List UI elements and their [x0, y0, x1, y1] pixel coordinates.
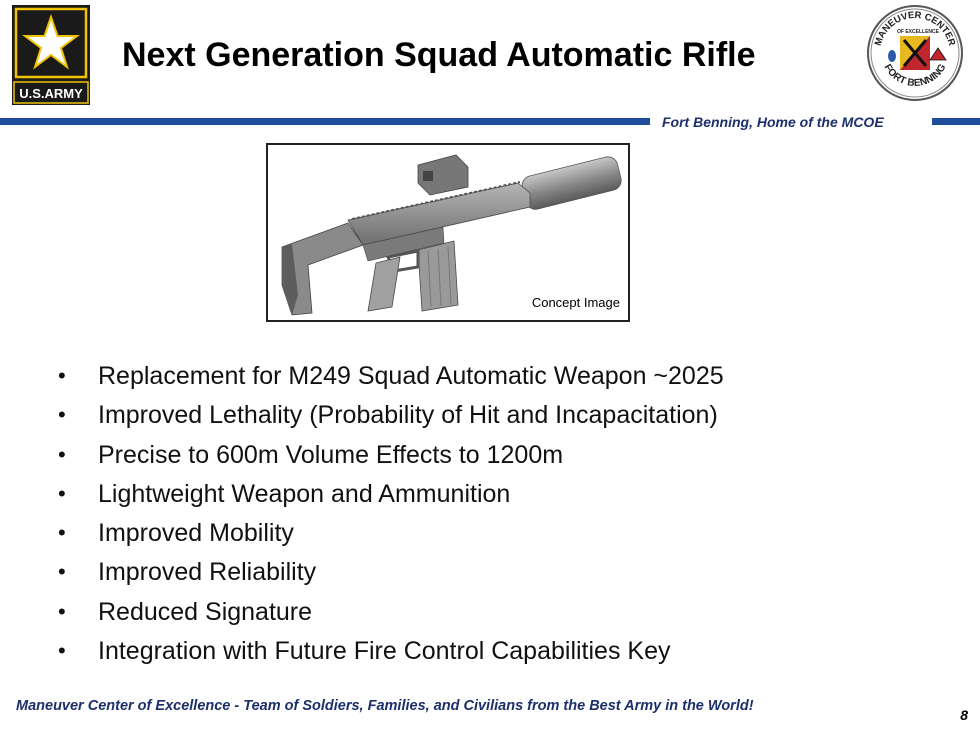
bullet-text: Improved Mobility [98, 519, 294, 548]
us-army-logo [12, 5, 90, 105]
bullet-item [56, 476, 724, 515]
bullet-dot: • [58, 402, 66, 428]
header-rule-end [932, 118, 980, 125]
mcoe-seal-logo [866, 4, 964, 102]
slide-title: Next Generation Squad Automatic Rifle [122, 36, 756, 74]
concept-image-frame [266, 143, 630, 322]
bullet-text: Integration with Future Fire Control Capabilities Key [98, 637, 671, 666]
bullet-item [56, 554, 724, 593]
page-number: 8 [960, 707, 968, 723]
army-logo-text: U.S.ARMY [19, 86, 83, 101]
bullet-dot: • [58, 598, 66, 624]
bullet-item [56, 437, 724, 476]
rifle-concept-icon [268, 145, 628, 320]
bullet-item [56, 358, 724, 397]
concept-image-caption: Concept Image [531, 295, 620, 310]
bullet-dot: • [58, 441, 66, 467]
bullet-dot: • [58, 480, 66, 506]
bullet-item [56, 594, 724, 633]
bullet-text: Precise to 600m Volume Effects to 1200m [98, 440, 564, 469]
header-rule [0, 118, 650, 125]
bullet-text: Reduced Signature [98, 597, 313, 626]
footer-text: Maneuver Center of Excellence - Team of Soldiers, Families, and Civilians from the Best Army in the World! [16, 698, 754, 714]
bullet-text: Lightweight Weapon and Ammunition [98, 479, 511, 508]
seal-text-mid: OF EXCELLENCE [897, 29, 939, 35]
bullet-text: Improved Reliability [98, 558, 317, 587]
seal-text-bottom: FORT BENNING [881, 62, 949, 89]
bullet-item [56, 397, 724, 436]
bullet-text: Improved Lethality (Probability of Hit and Incapacitation) [98, 401, 718, 430]
bullet-item [56, 633, 724, 672]
header-tagline: Fort Benning, Home of the MCOE [662, 114, 884, 130]
bullet-dot: • [58, 559, 66, 585]
bullet-dot: • [58, 363, 66, 388]
bullet-item [56, 515, 724, 554]
seal-text-top: MANEUVER CENTER [872, 9, 958, 48]
bullet-list [56, 358, 724, 672]
bullet-dot: • [58, 638, 66, 664]
bullet-text: Replacement for M249 Squad Automatic Weapon ~2025 [98, 362, 724, 390]
bullet-dot: • [58, 520, 66, 546]
